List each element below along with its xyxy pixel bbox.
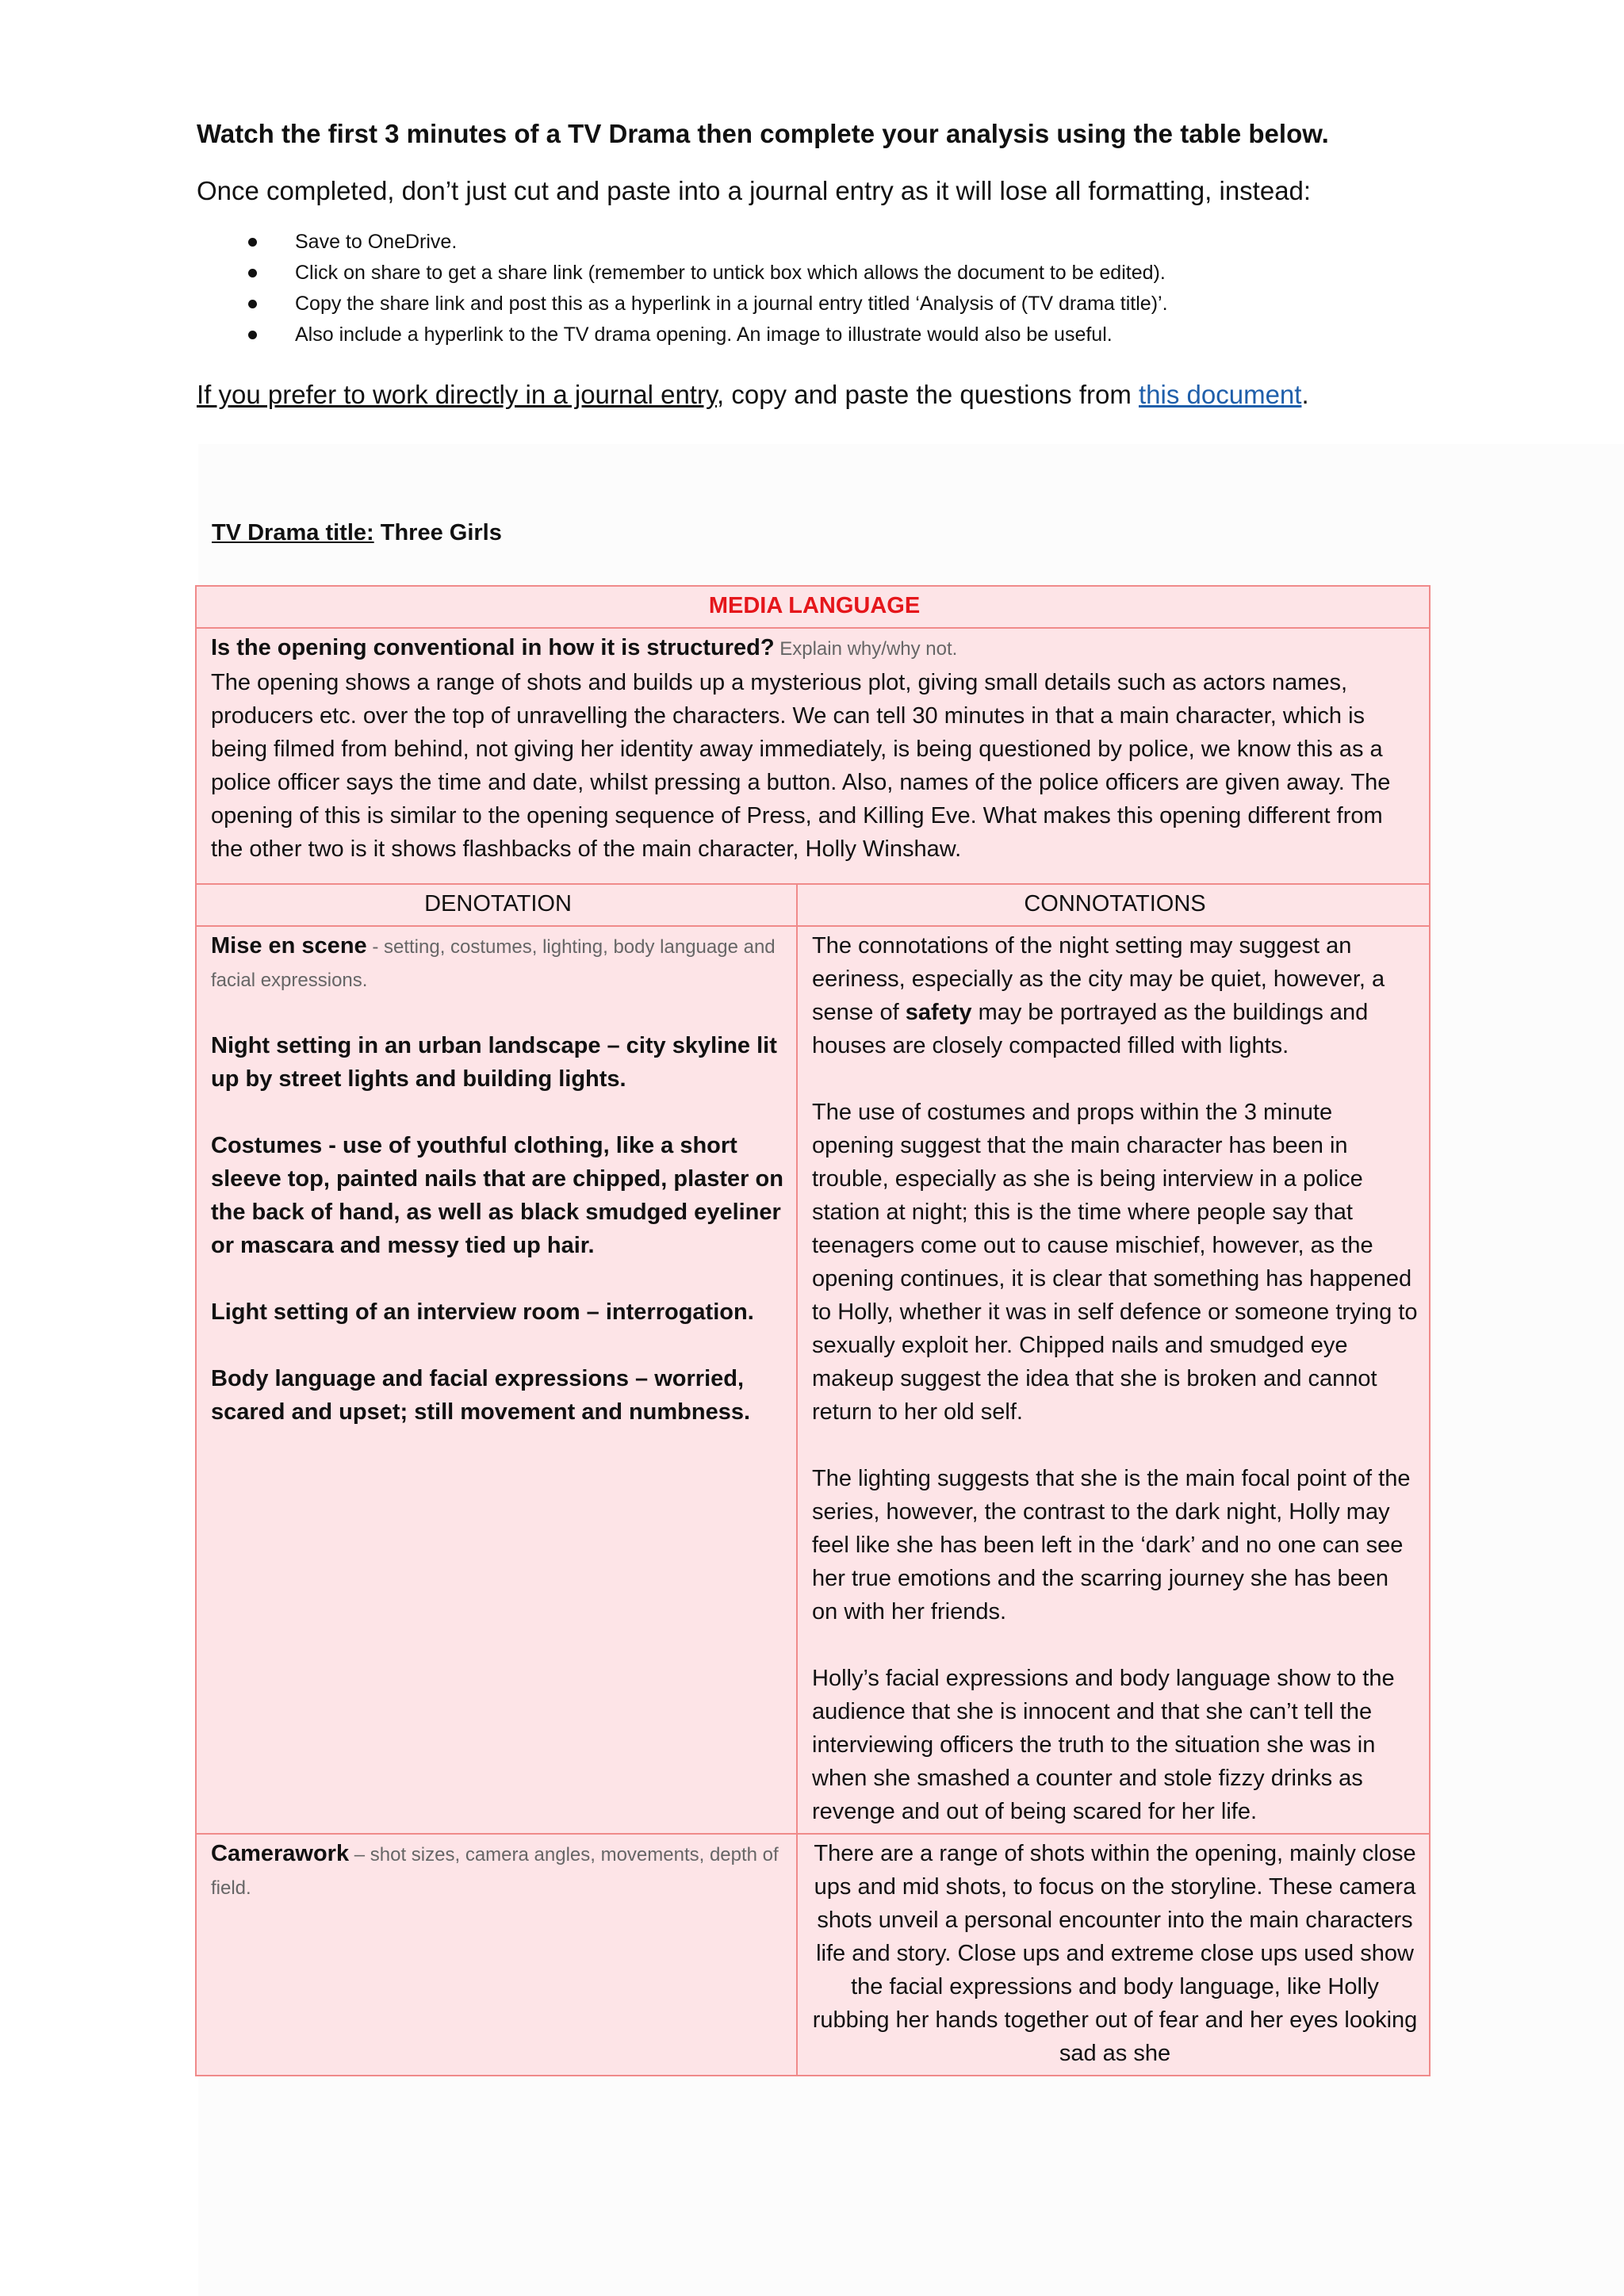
camerawork-title: Camerawork [211,1841,350,1866]
connotation-body-language: Holly’s facial expressions and body language show to the audience that she is innocent and that she can’t tell the interviewing officers the truth to the situation she was in when she smashed a counter and stole fizzy drinks as revenge and out of being scared for her life. [812,1666,1395,1824]
list-item: Copy the share link and post this as a hyperlink in a journal entry titled ‘Analysis of (TV drama title)’. [197,289,1434,320]
denotation-setting: Night setting in an urban landscape – city skyline lit up by street lights and building lights. [211,1033,777,1092]
connotations-column-label: CONNOTATIONS [797,884,1430,926]
connotation-costumes: The use of costumes and props within the 3 minute opening suggest that the main character has been in trouble, especially as she is being interview in a police station at night; this is the time where people say that teenagers come out to cause mischief, however, as the opening continues, it is clear that something has happened to Holly, whether it was in self defence or someone trying to sexually exploit her. Chipped nails and smudged eye makeup suggest the idea that she is broken and cannot return to her old self. [812,1100,1418,1425]
denotation-body-language: Body language and facial expressions – worried, scared and upset; still movement and numbness. [211,1366,751,1425]
analysis-table [195,585,1431,2076]
instructions-heading: Watch the first 3 minutes of a TV Drama then complete your analysis using the table below. [197,119,1329,148]
denotation-column-label: DENOTATION [196,884,797,926]
journal-note-underlined: If you prefer to work directly in a journal entry [197,380,718,409]
drama-title-value: Three Girls [373,520,502,545]
drama-title [212,517,502,549]
mise-en-scene-title: Mise en scene [211,933,367,959]
structure-answer: The opening shows a range of shots and builds up a mysterious plot, giving small details such as actors names, producers etc. over the top of unravelling the characters. We can tell 30 minutes in that a main character, which is being filmed from behind, not giving her identity away immediately, is being questioned by police, we know this as a police officer says the time and date, whilst pressing a button. Also, names of the police officers are given away. The opening of this is similar to the opening sequence of Press, and Killing Eve. What makes this opening different from the other two is it shows flashbacks of the main character, Holly Winshaw. [211,670,1391,862]
mise-en-scene-hint: - setting, costumes, lighting, body language and facial expressions. [211,936,776,991]
connotation-setting-text-end: may be portrayed as the buildings and houses are closely compacted filled with lights. [812,1000,1369,1058]
instructions-subheading: Once completed, don’t just cut and paste into a journal entry as it will lose all formatting, instead: [197,176,1312,205]
mise-en-scene-denotation-cell[interactable] [196,926,797,1834]
denotation-costumes: Costumes - use of youthful clothing, like a short sleeve top, painted nails that are chipped, plaster on the back of hand, as well as black smudged eyeliner or mascara and messy tied up hair. [211,1133,783,1258]
list-item: Click on share to get a share link (remember to untick box which allows the document to be edited). [197,258,1434,289]
structure-question-hint: Explain why/why not. [774,638,958,660]
camerawork-hint: – shot sizes, camera angles, movements, depth of field. [211,1844,779,1899]
journal-note-middle: , copy and paste the questions from [717,380,1139,409]
steps-list [197,227,1434,350]
journal-note-end: . [1301,380,1309,409]
instructions [197,116,1434,439]
drama-title-label: TV Drama title: [212,520,374,545]
this-document-link[interactable]: this document [1139,380,1302,409]
structure-question: Is the opening conventional in how it is structured? [211,635,775,660]
connotation-lighting: The lighting suggests that she is the main focal point of the series, however, the contrast to the dark night, Holly may feel like she has been left in the ‘dark’ and no one can see her true emotions and the scarring journey she has been on with her friends. [812,1466,1411,1624]
denotation-lighting: Light setting of an interview room – interrogation. [211,1299,754,1325]
camerawork-connotation: There are a range of shots within the opening, mainly close ups and mid shots, to focus on the storyline. These camera shots unveil a personal encounter into the main characters life and story. Close ups and extreme close ups used show the facial expressions and body language, like Holly rubbing her hands together out of fear and her eyes looking sad as she [812,1841,1418,2066]
connotation-setting [812,929,1418,1062]
journal-note [197,377,1434,413]
camerawork-connotations-cell[interactable] [797,1834,1430,2076]
list-item: Save to OneDrive. [197,227,1434,258]
camerawork-denotation-cell[interactable] [196,1834,797,2076]
connotation-setting-text: The connotations of the night setting may suggest an eeriness, especially as the city may be quiet, however, a sense of [812,933,1385,1025]
connotation-setting-bold: safety [905,1000,972,1025]
structure-question-cell[interactable] [196,628,1430,884]
list-item: Also include a hyperlink to the TV drama opening. An image to illustrate would also be useful. [197,320,1434,350]
media-language-header: MEDIA LANGUAGE [196,586,1430,628]
mise-en-scene-connotations-cell[interactable] [797,926,1430,1834]
